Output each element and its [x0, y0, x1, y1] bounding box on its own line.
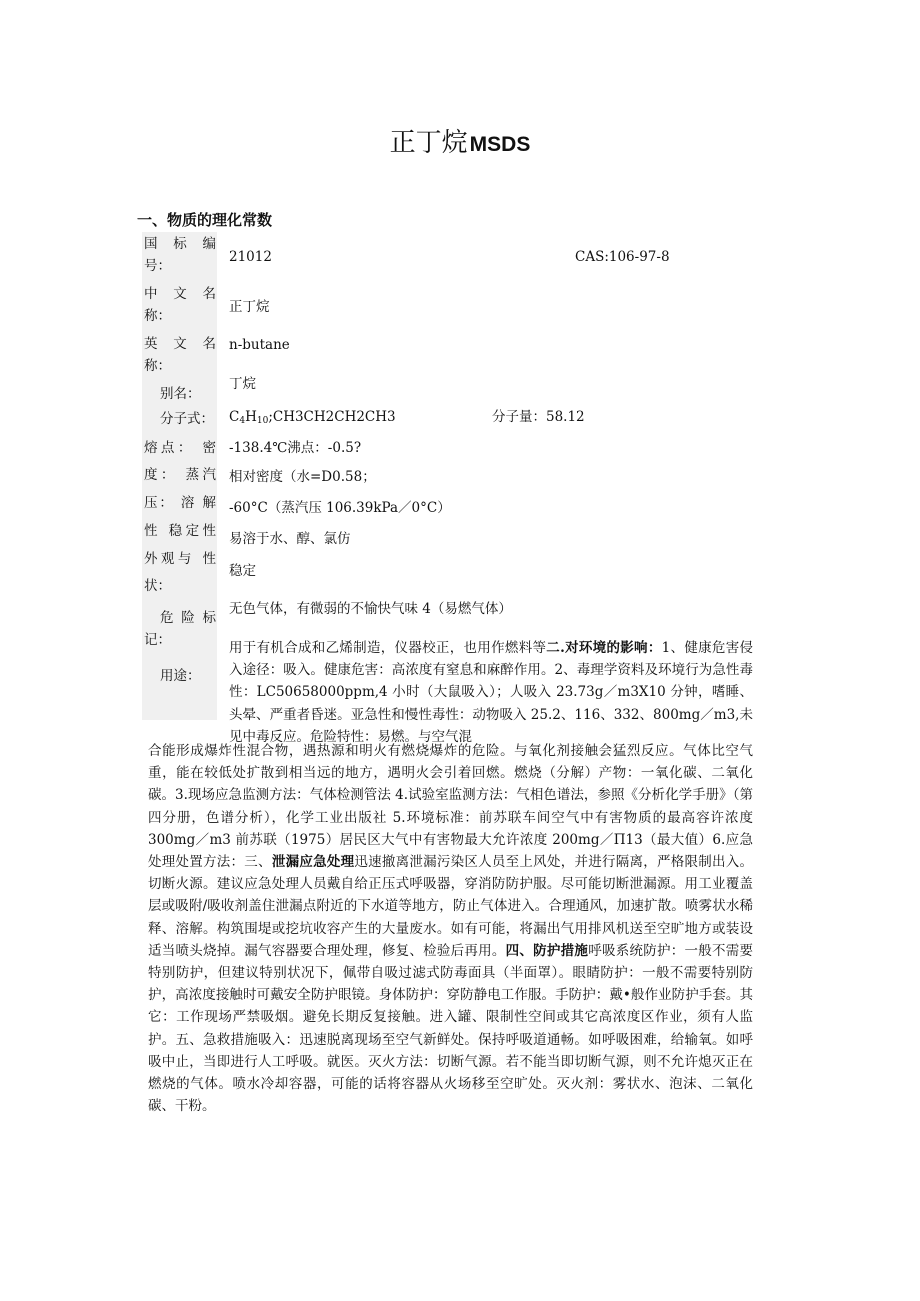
section-1-heading: 一、物质的理化常数 [137, 211, 273, 229]
label-vapor-pressure: 压： 溶 解 [144, 495, 216, 511]
body-paragraph [148, 740, 753, 1117]
label-cn-name-line1: 中 文 名 [144, 286, 216, 302]
label-alias: 别名： [160, 386, 201, 402]
title-en: MSDS [469, 133, 531, 156]
value-appearance: 无色气体，有微弱的不愉快气味 4（易燃气体） [229, 601, 512, 617]
label-hazard-line1: 危 险 标 [160, 610, 216, 626]
label-appearance-line1: 外观与 性 [144, 551, 216, 567]
value-molecular-weight: 分子量：58.12 [492, 409, 585, 425]
value-stability: 稳定 [229, 563, 256, 579]
label-formula: 分子式： [160, 411, 214, 427]
usage-block [229, 637, 753, 748]
value-en-name: n-butane [229, 337, 290, 353]
label-gbn-line1: 国 标 编 [144, 236, 216, 252]
label-en-name-line2: 称： [144, 358, 171, 374]
label-en-name-line1: 英 文 名 [144, 336, 216, 352]
formula-h-subscript: 10 [256, 416, 269, 426]
page-title [0, 122, 920, 159]
label-cn-name-line2: 称： [144, 308, 171, 324]
label-density: 度： 蒸汽 [144, 467, 216, 483]
label-hazard-line2: 记： [144, 632, 171, 648]
section-4-heading: 四、防护措施 [505, 942, 589, 959]
formula-c: C [229, 409, 240, 425]
formula-c-subscript: 4 [239, 416, 246, 426]
value-formula [229, 406, 396, 428]
value-cn-name: 正丁烷 [229, 299, 270, 315]
value-cas: CAS:106-97-8 [575, 249, 670, 265]
value-vapor-pressure: -60°C（蒸汽压 106.39kPa／0°C） [229, 500, 451, 516]
body-part-2: 迅速撤离泄漏污染区人员至上风处，并进行隔离，严格限制出入。切断火源。建议应急处理人员戴自给正压式呼吸器，穿消防防护服。尽可能切断泄漏源。用工业覆盖层或吸附/吸收剂盖住泄漏点附近的下水道等地方，防止气体进入。合理通风，加速扩散。喷雾状水稀释、溶解。构筑围堤或挖坑收容产生的大量废水。如有可能，将漏出气用排风机送至空旷地方或装设适当喷头烧掉。漏气容器要合理处理，修复、检验后再用。 [148, 854, 754, 959]
value-alias: 丁烷 [229, 376, 256, 392]
label-appearance-line2: 状： [144, 578, 171, 594]
value-density: 相对密度（水=D0.58； [229, 469, 376, 485]
section-3-heading: 泄漏应急处理 [271, 854, 355, 871]
label-solubility: 性 稳定性 [144, 523, 216, 539]
value-solubility: 易溶于水、醇、氯仿 [229, 531, 351, 547]
formula-h: H [245, 409, 257, 425]
value-melting-boiling: -138.4℃沸点：-0.5? [229, 440, 362, 456]
body-part-1: 合能形成爆炸性混合物，遇热源和明火有燃烧爆炸的危险。与氧化剂接触会猛烈反应。气体比空气重，能在较低处扩散到相当远的地方，遇明火会引着回燃。燃烧（分解）产物：一氧化碳、二氧化碳。3.现场应急监测方法：气体检测管法 4.试验室监测方法：气相色谱法，参照《分析化学手册》（第四分册，色谱分析），化学工业出版社 5.环境标准：前苏联车间空气中有害物质的最高容许浓度 300mg／m3 前苏联（1975）居民区大气中有害物最大允许浓度 200mg／Π13（最大值）6.应急处理处置方法：三、 [148, 743, 753, 871]
label-melting-point: 熔点： 密 [144, 440, 216, 456]
value-gbn: 21012 [229, 249, 272, 265]
section-2-heading: 二.对环境的影响： [546, 640, 662, 656]
title-cn: 正丁烷 [389, 128, 468, 158]
label-gbn-line2: 号： [144, 258, 171, 274]
body-part-3: 呼吸系统防护：一般不需要特别防护，但建议特别状况下，佩带自吸过滤式防毒面具（半面罩）。眼睛防护：一般不需要特别防护，高浓度接触时可戴安全防护眼镜。身体防护：穿防静电工作服。手防护：戴•般作业防护手套。其它：工作现场严禁吸烟。避免长期反复接触。进入罐、限制性空间或其它高浓度区作业，须有人监护。五、急救措施吸入：迅速脱离现场至空气新鲜处。保持呼吸道通畅。如呼吸困难，给输氧。如呼吸中止，当即进行人工呼吸。就医。灭火方法：切断气源。若不能当即切断气源，则不允许熄灭正在燃烧的气体。喷水冷却容器，可能的话将容器从火场移至空旷处。灭火剂：雾状水、泡沫、二氧化碳、干粉。 [148, 942, 754, 1115]
usage-continuation: 1、健康危害侵入途径：吸入。健康危害：高浓度有窒息和麻醉作用。2、毒理学资料及环境行为急性毒性：LC50658000ppm,4 小时（大鼠吸入）；人吸入 23.73g／m3X10 分钟，嗜睡、头晕、严重者昏迷。亚急性和慢性毒性：动物吸入 25.2、116、332、800mg／m3,未见中毒反应。危险特性：易燃。与空气混 [229, 640, 753, 745]
formula-structural: ;CH3CH2CH2CH3 [268, 409, 396, 425]
label-usage: 用途： [160, 668, 201, 684]
usage-text: 用于有机合成和乙烯制造，仪器校正，也用作燃料等 [229, 640, 547, 656]
